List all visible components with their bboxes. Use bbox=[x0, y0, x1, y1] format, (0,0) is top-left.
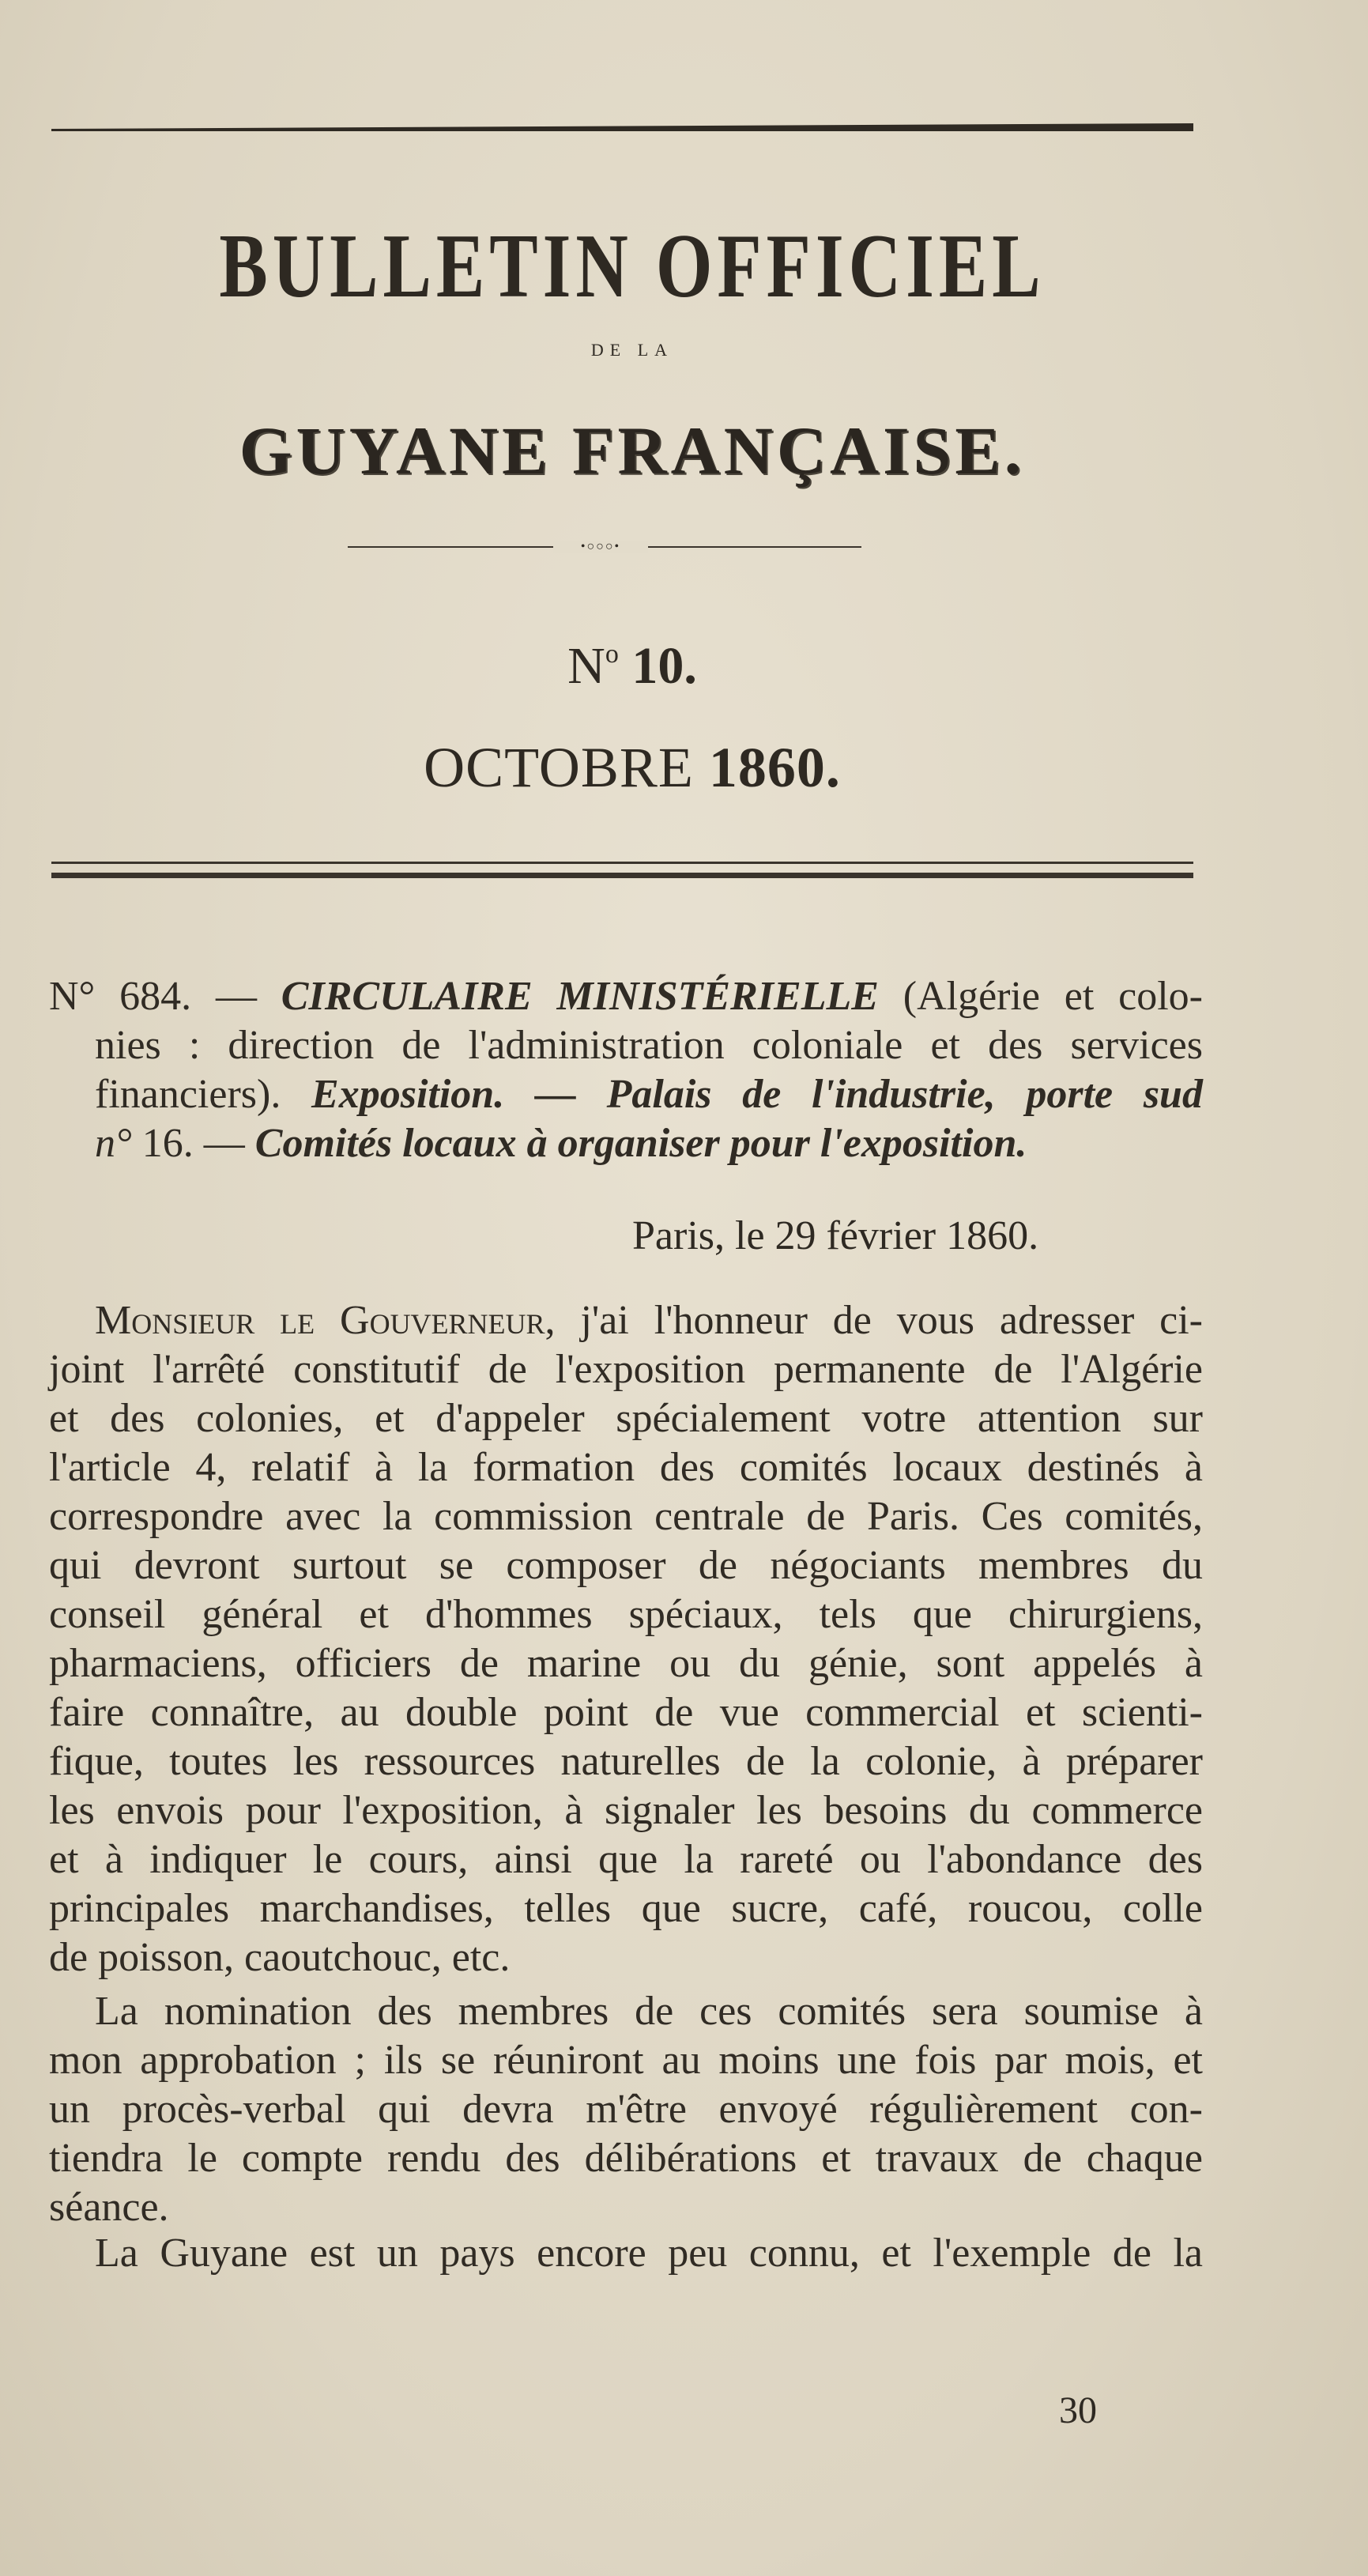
double-rule-thick bbox=[51, 873, 1193, 878]
headline-line4-b: 16. — bbox=[141, 1121, 255, 1166]
paragraph-line: correspondre avec la commission centrale de Paris. Ces comités, bbox=[49, 1494, 1203, 1539]
masthead-de-la: DE LA bbox=[590, 340, 674, 360]
paragraph-1 bbox=[49, 1296, 1203, 1982]
top-rule-bar bbox=[51, 123, 1193, 131]
headline-line4-a: n° bbox=[95, 1121, 142, 1166]
headline-number: N° 684. — bbox=[49, 974, 281, 1019]
page-number: 30 bbox=[1059, 2389, 1097, 2431]
double-rule-thin bbox=[51, 862, 1193, 864]
masthead-subtitle: GUYANE FRANÇAISE. bbox=[239, 413, 1026, 488]
issue-number-prefix: N bbox=[567, 637, 605, 695]
issue-date bbox=[0, 735, 1264, 801]
salutation: Monsieur le Gouverneur, bbox=[95, 1298, 556, 1343]
paragraph-line: conseil général et d'hommes spéciaux, tels que chirurgiens, bbox=[49, 1592, 1203, 1637]
paragraph-1-line-0: j'ai l'honneur de vous adresser ci- bbox=[555, 1298, 1203, 1343]
paragraph-line: fique, toutes les ressources naturelles de la colonie, à préparer bbox=[49, 1739, 1203, 1784]
issue-year: 1860. bbox=[708, 736, 841, 799]
headline-line bbox=[49, 972, 1203, 1021]
paragraph-line: les envois pour l'exposition, à signaler les besoins du commerce bbox=[49, 1788, 1203, 1833]
paragraph-line: La Guyane est un pays encore peu connu, et l'exemple de la bbox=[95, 2231, 1203, 2276]
paragraph-line: faire connaître, au double point de vue commercial et scienti- bbox=[49, 1690, 1203, 1735]
headline-line: nies : direction de l'administration coloniale et des services bbox=[95, 1023, 1203, 1068]
paragraph-2 bbox=[49, 1987, 1203, 2232]
headline-line bbox=[49, 1119, 1203, 1168]
issue-number-sup: o bbox=[605, 639, 619, 669]
paragraph-line: joint l'arrêté constitutif de l'exposition permanente de l'Algérie bbox=[49, 1347, 1203, 1392]
paragraph-line: séance. bbox=[49, 2185, 169, 2230]
top-rule bbox=[51, 120, 1193, 136]
ornament-center: •○○○• bbox=[553, 541, 648, 553]
headline-line3-a: financiers). bbox=[95, 1072, 312, 1117]
headline-line4-c: Comités locaux à organiser pour l'exposition. bbox=[254, 1121, 1027, 1166]
issue-number bbox=[0, 636, 1264, 696]
paragraph-3 bbox=[49, 2229, 1203, 2278]
headline-line3-b: Exposition. — Palais de l'industrie, porte sud bbox=[311, 1072, 1203, 1117]
paragraph-line: qui devront surtout se composer de négociants membres du bbox=[49, 1543, 1203, 1588]
paragraph-line: principales marchandises, telles que sucre, café, roucou, colle bbox=[49, 1886, 1203, 1931]
headline-line1-rest: (Algérie et colo- bbox=[878, 974, 1203, 1019]
paragraph-line: et des colonies, et d'appeler spécialement votre attention sur bbox=[49, 1396, 1203, 1441]
paragraph-line: un procès-verbal qui devra m'être envoyé régulièrement con- bbox=[49, 2087, 1203, 2132]
paragraph-line: pharmaciens, officiers de marine ou du génie, sont appelés à bbox=[49, 1641, 1203, 1686]
ornament-divider bbox=[348, 541, 861, 553]
paragraph-line: l'article 4, relatif à la formation des comités locaux destinés à bbox=[49, 1445, 1203, 1490]
paragraph-line: La nomination des membres de ces comités sera soumise à bbox=[95, 1989, 1203, 2034]
paragraph-line: de poisson, caoutchouc, etc. bbox=[49, 1935, 511, 1980]
issue-month: OCTOBRE bbox=[424, 736, 694, 799]
place-date-line: Paris, le 29 février 1860. bbox=[632, 1213, 1039, 1258]
paragraph-line: tiendra le compte rendu des délibérations et travaux de chaque bbox=[49, 2136, 1203, 2181]
headline-line bbox=[49, 1070, 1203, 1119]
circular-headline bbox=[49, 972, 1203, 1168]
paragraph-line: et à indiquer le cours, ainsi que la rareté ou l'abondance des bbox=[49, 1837, 1203, 1882]
issue-number-value: 10. bbox=[631, 637, 697, 695]
paragraph-line: mon approbation ; ils se réuniront au moins une fois par mois, et bbox=[49, 2038, 1203, 2083]
double-rule bbox=[51, 862, 1193, 882]
masthead-title: BULLETIN OFFICIEL bbox=[219, 215, 1046, 316]
headline-title: CIRCULAIRE MINISTÉRIELLE bbox=[281, 974, 879, 1019]
paragraph-line bbox=[49, 1296, 1203, 1345]
